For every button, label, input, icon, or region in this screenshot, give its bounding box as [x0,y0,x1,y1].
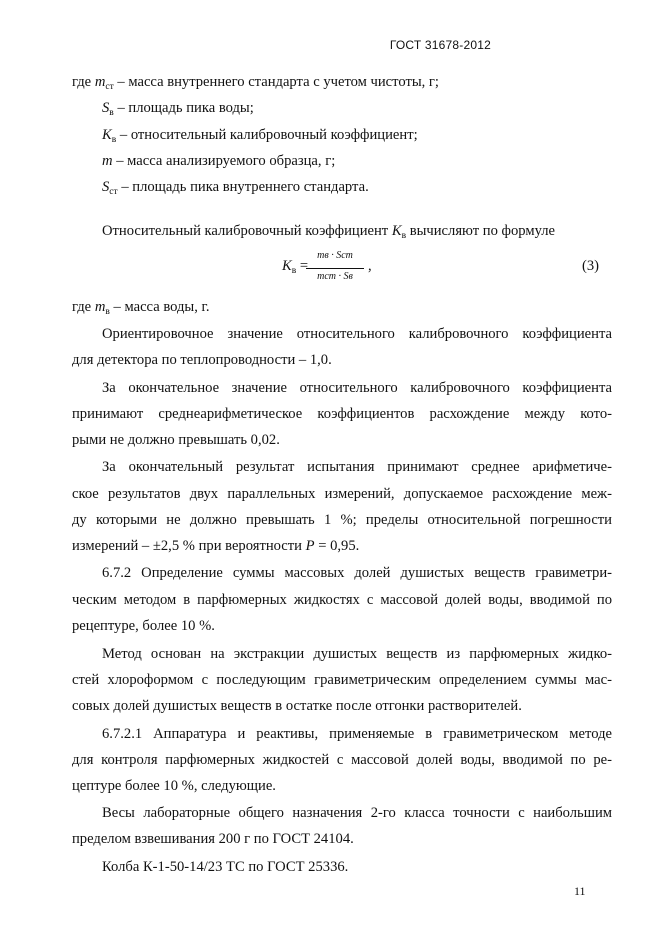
text: вычисляют по формуле [406,223,555,239]
paragraph-line: Колба К-1-50-14/23 ТС по ГОСТ 25336. [102,859,349,875]
text: где [72,74,95,90]
variable: S [102,179,110,195]
paragraph-line: Метод основан на экстракции душистых веществ из парфюмерных жидко- [102,646,612,662]
paragraph-line: Ориентировочное значение относительного калибровочного коэффициента [102,326,612,342]
variable: S [102,100,110,116]
text: – масса воды, г. [109,299,210,315]
variable: K [391,223,402,239]
paragraph-line: За окончательное значение относительного калибровочного коэффициента [102,380,612,396]
paragraph-line: рыми не должно превышать 0,02. [72,432,280,448]
fraction-bar [306,268,364,269]
definition-line [102,177,612,199]
paragraph-line: рецептуре, более 10 %. [72,618,215,634]
formula-3 [270,248,400,292]
page-number: 11 [574,884,586,898]
denominator: mст · Sв [317,271,353,282]
definition-line [102,125,612,147]
variable: m [102,153,113,169]
numerator: mв · Sст [317,250,353,261]
subscript: в [105,307,110,317]
paragraph-line: За окончательный результат испытания принимают среднее арифметиче- [102,459,612,475]
after-formula-line [72,297,612,319]
paragraph-line: ду которыми не должно превышать 1 %; пределы относительной погрешности [72,512,612,528]
subscript: ст [105,82,114,92]
paragraph-line: для контроля парфюмерных жидкостей с массовой долей воды, вводимой по ре- [72,752,612,768]
paragraph-line: принимают среднеарифметическое коэффициентов расхождение между кото- [72,406,612,422]
variable: m [94,74,106,90]
formula-intro [102,221,612,243]
document-header: ГОСТ 31678-2012 [389,38,491,52]
definition-line [72,72,612,94]
paragraph-line: стей хлороформом с последующим гравиметрическим определением суммы мас- [72,672,612,688]
text: – площадь пика воды; [113,100,254,116]
text: где [72,299,95,315]
paragraph-line: Весы лабораторные общего назначения 2-го класса точности с наибольшим [102,805,612,821]
paragraph-line: цептуре более 10 %, следующие. [72,778,276,794]
paragraph-line: ческим методом в парфюмерных жидкостях с массовой долей воды, вводимой по [72,592,612,608]
text: – площадь пика внутреннего стандарта. [117,179,369,195]
text: измерений – ±2,5 % при вероятности [72,538,306,554]
paragraph-line: 6.7.2.1 Аппаратура и реактивы, применяемые в гравиметрическом методе [102,726,612,742]
subscript: ст [109,187,118,197]
variable: K [102,127,112,143]
paragraph-line: 6.7.2 Определение суммы массовых долей душистых веществ гравиметри- [102,565,612,581]
text: – относительный калибровочный коэффициент; [116,127,418,143]
subscript: в [291,266,297,276]
paragraph-line: пределом взвешивания 200 г по ГОСТ 24104. [72,831,354,847]
paragraph-line [72,536,612,556]
formula-comma: , [368,258,372,274]
subscript: в [111,135,117,145]
equation-number: (3) [582,258,600,274]
text: Относительный калибровочный коэффициент [102,223,392,239]
subscript: в [401,231,407,241]
text: – масса внутреннего стандарта с учетом чистоты, г; [113,74,439,90]
variable: m [94,299,106,315]
variable: K [282,258,292,274]
text: = 0,95. [314,538,360,554]
paragraph-line: для детектора по теплопроводности – 1,0. [72,352,332,368]
variable: P [305,538,315,554]
subscript: в [109,108,114,118]
definition-line [102,98,612,120]
text: – масса анализируемого образца, г; [112,153,336,169]
equals-sign: = [296,258,309,274]
paragraph-line: совых долей душистых веществ в остатке после отгонки растворителей. [72,698,522,714]
definition-line [102,151,612,171]
paragraph-line: ское результатов двух параллельных измерений, допускаемое расхождение меж- [72,486,612,502]
